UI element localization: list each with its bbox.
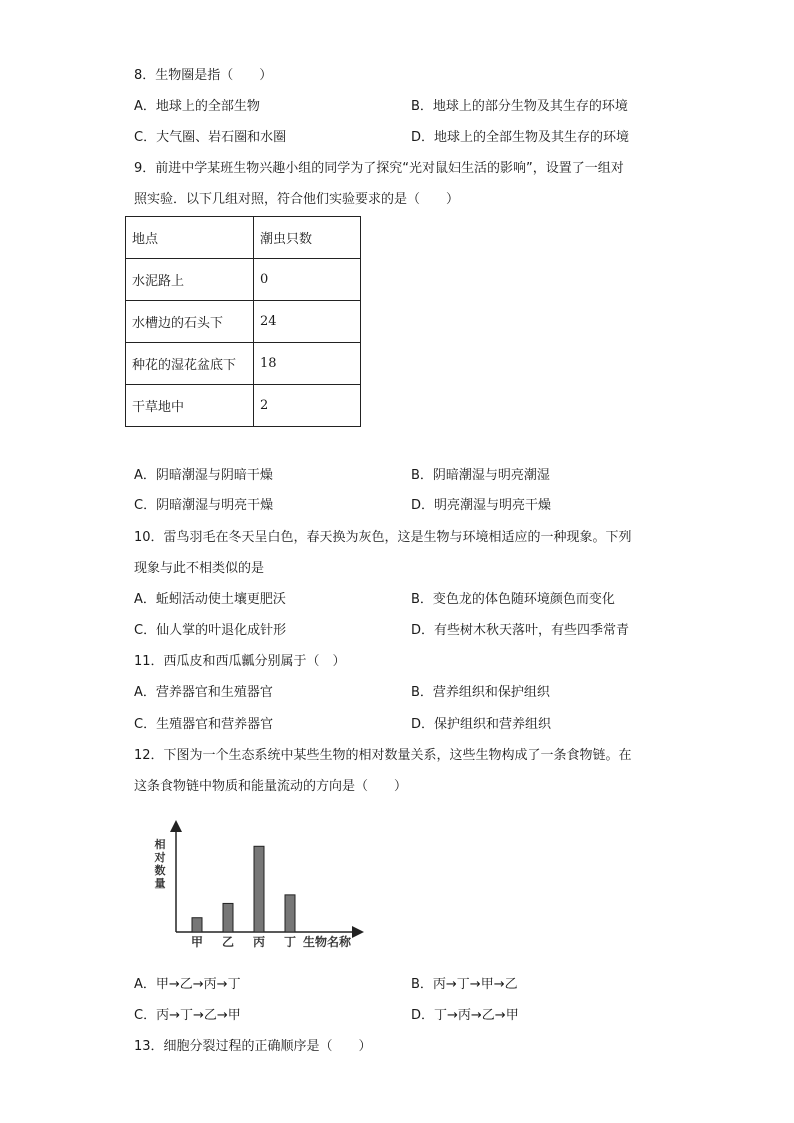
bar-1 [192, 918, 202, 932]
q8-option-d[interactable]: D．地球上的全部生物及其生存的环境 [411, 130, 630, 145]
table-cell-location: 干草地中 [126, 385, 254, 427]
x-axis-label: 生物名称 [303, 935, 352, 949]
q12-stem-line1: 12．下图为一个生态系统中某些生物的相对数量关系，这些生物构成了一条食物链。在 [134, 748, 632, 763]
table-row [126, 259, 361, 301]
q9-option-c[interactable]: C．阴暗潮湿与明亮干燥 [134, 498, 274, 513]
y-axis-label: 相对数量 [154, 838, 166, 890]
bar-2 [223, 903, 233, 932]
q10-option-b[interactable]: B．变色龙的体色随环境颜色而变化 [411, 592, 615, 607]
q11-stem: 11．西瓜皮和西瓜瓤分别属于（ ） [134, 654, 346, 669]
q12-stem-line2: 这条食物链中物质和能量流动的方向是（ ） [134, 779, 408, 794]
x-tick-label: 甲 [190, 935, 204, 949]
bar-3 [254, 846, 264, 932]
table-header-row [126, 217, 361, 259]
q9-stem-line2: 照实验．以下几组对照，符合他们实验要求的是（ ） [134, 192, 460, 207]
x-tick-label: 乙 [221, 935, 235, 949]
q13-stem: 13．细胞分裂过程的正确顺序是（ ） [134, 1039, 372, 1054]
q11-option-b[interactable]: B．营养组织和保护组织 [411, 685, 550, 700]
q8-option-c[interactable]: C．大气圈、岩石圈和水圈 [134, 130, 287, 145]
table-cell-location: 种花的湿花盆底下 [126, 343, 254, 385]
q8-option-a[interactable]: A．地球上的全部生物 [134, 99, 260, 114]
table-cell-count: 0 [254, 259, 361, 301]
table-header-location: 地点 [126, 217, 254, 259]
q9-option-b[interactable]: B．阴暗潮湿与明亮潮湿 [411, 468, 550, 483]
table-cell-location: 水泥路上 [126, 259, 254, 301]
q10-option-d[interactable]: D．有些树木秋天落叶，有些四季常青 [411, 623, 630, 638]
q12-option-d[interactable]: D．丁→丙→乙→甲 [411, 1008, 519, 1023]
q9-option-d[interactable]: D．明亮潮湿与明亮干燥 [411, 498, 552, 513]
q8-option-b[interactable]: B．地球上的部分生物及其生存的环境 [411, 99, 628, 114]
table-row [126, 301, 361, 343]
table-cell-location: 水槽边的石头下 [126, 301, 254, 343]
bar-4 [285, 895, 295, 932]
q10-option-c[interactable]: C．仙人掌的叶退化成针形 [134, 623, 287, 638]
x-tick-label: 丙 [252, 935, 266, 949]
q12-option-b[interactable]: B．丙→丁→甲→乙 [411, 977, 518, 992]
table-row [126, 385, 361, 427]
table-row [126, 343, 361, 385]
q12-bar-chart [140, 820, 370, 950]
table-cell-count: 2 [254, 385, 361, 427]
q9-option-a[interactable]: A．阴暗潮湿与阴暗干燥 [134, 468, 273, 483]
q12-option-c[interactable]: C．丙→丁→乙→甲 [134, 1008, 241, 1023]
q10-option-a[interactable]: A．蚯蚓活动使土壤更肥沃 [134, 592, 286, 607]
q11-option-d[interactable]: D．保护组织和营养组织 [411, 717, 552, 732]
q11-option-c[interactable]: C．生殖器官和营养器官 [134, 717, 274, 732]
x-tick-label: 丁 [283, 935, 297, 949]
q8-stem: 8．生物圈是指（ ） [134, 68, 273, 83]
q11-option-a[interactable]: A．营养器官和生殖器官 [134, 685, 273, 700]
table-cell-count: 24 [254, 301, 361, 343]
q10-stem-line1: 10．雷鸟羽毛在冬天呈白色，春天换为灰色，这是生物与环境相适应的一种现象。下列 [134, 530, 632, 545]
q10-stem-line2: 现象与此不相类似的是 [134, 561, 265, 576]
q9-table [125, 216, 361, 427]
q12-option-a[interactable]: A．甲→乙→丙→丁 [134, 977, 241, 992]
table-header-count: 潮虫只数 [254, 217, 361, 259]
table-cell-count: 18 [254, 343, 361, 385]
q9-stem-line1: 9．前进中学某班生物兴趣小组的同学为了探究“光对鼠妇生活的影响”，设置了一组对 [134, 161, 624, 176]
